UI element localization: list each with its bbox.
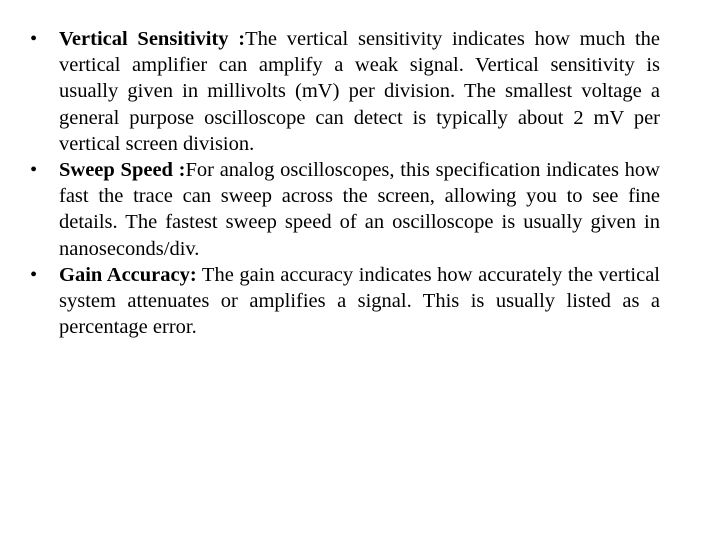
bullet-text: For analog oscilloscopes, this specification indicates how fast the trace can sweep across the screen, allowing you to see fine details. The fastest sweep speed of an oscilloscope is usually given in nanoseconds/div. bbox=[59, 159, 660, 260]
bullet-list bbox=[30, 26, 660, 340]
bullet-icon: • bbox=[30, 28, 38, 50]
bullet-term: Vertical Sensitivity : bbox=[59, 28, 246, 50]
bullet-item-sweep-speed bbox=[30, 157, 660, 262]
bullet-item-vertical-sensitivity bbox=[30, 26, 660, 157]
bullet-icon: • bbox=[30, 263, 38, 286]
bullet-term: Gain Accuracy: bbox=[59, 263, 197, 286]
bullet-text: The vertical sensitivity indicates how much the vertical amplifier can amplify a weak signal. Vertical sensitivity is usually given in millivolts (mV) per division. The smallest voltage a general purpose oscilloscope can detect is typically about 2 mV per vertical screen division. bbox=[59, 28, 660, 155]
bullet-icon: • bbox=[30, 159, 38, 182]
bullet-term: Sweep Speed : bbox=[59, 159, 186, 182]
bullet-item-gain-accuracy bbox=[30, 262, 660, 341]
bullet-text: The gain accuracy indicates how accurately the vertical system attenuates or amplifies a signal. This is usually listed as a percentage error. bbox=[59, 263, 661, 339]
